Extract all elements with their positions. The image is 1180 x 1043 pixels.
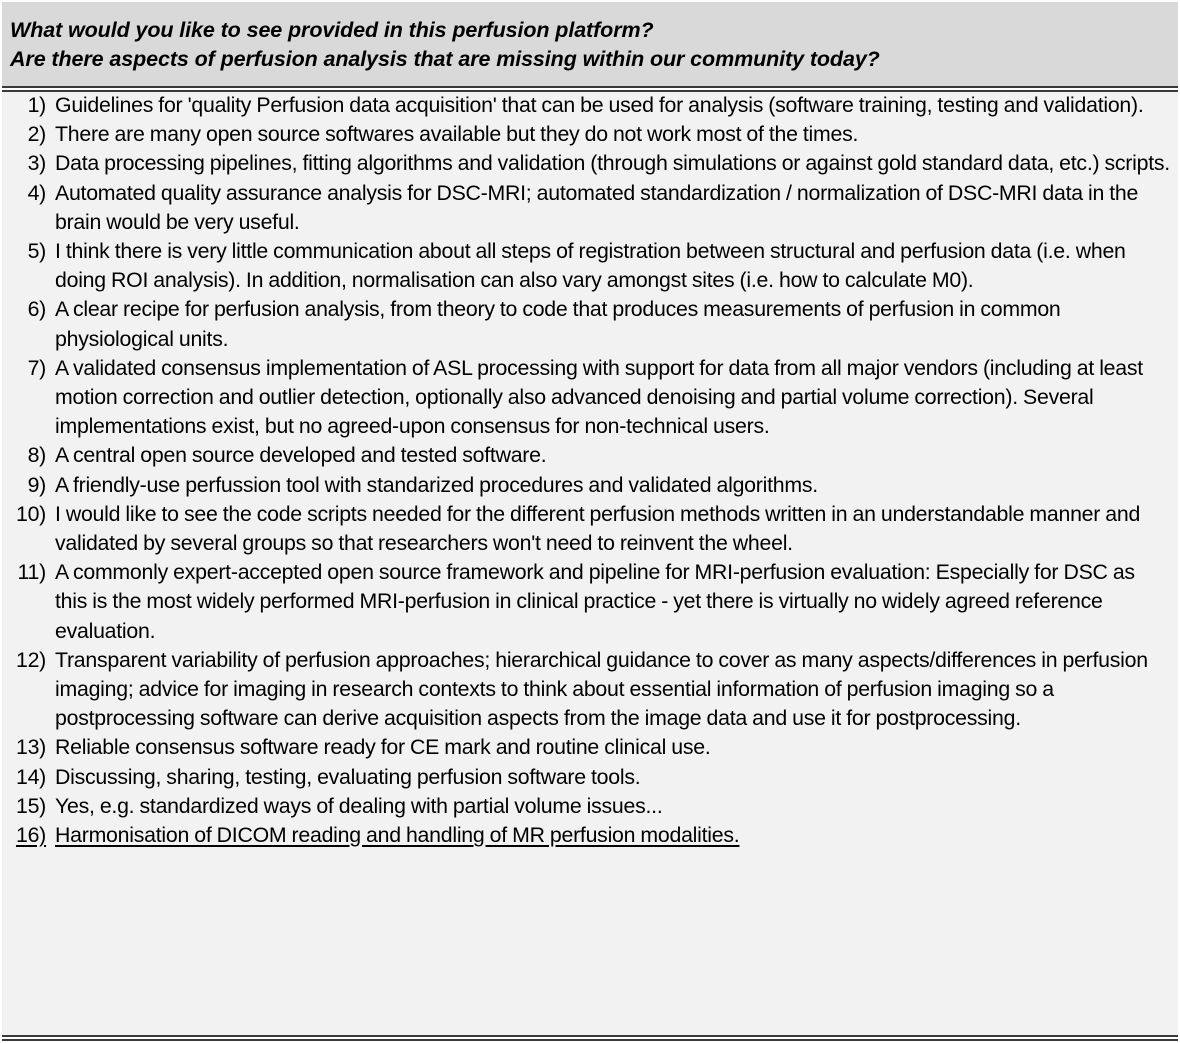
response-item xyxy=(0,237,1178,295)
header-question-1: What would you like to see provided in this perfusion platform? xyxy=(10,18,654,42)
response-item xyxy=(0,646,1178,734)
response-number: 2) xyxy=(27,122,46,147)
header-question-2: Are there aspects of perfusion analysis that are missing within our community today? xyxy=(10,47,880,71)
response-text: A central open source developed and tested software. xyxy=(55,443,547,468)
response-text: I think there is very little communication about all steps of registration between structural and perfusion data (i.e. when doing ROI analysis). In addition, normalisation can also vary amongst sites (i.e. how to calculate M0). xyxy=(55,239,1126,293)
response-item xyxy=(0,763,1178,792)
response-text: Transparent variability of perfusion approaches; hierarchical guidance to cover as many aspects/differences in perfusion imaging; advice for imaging in research contexts to think about essential information of perfusion imaging so a postprocessing software can derive acquisition aspects from the image data and use it for postprocessing. xyxy=(55,647,1148,731)
response-text: Data processing pipelines, fitting algorithms and validation (through simulations or against gold standard data, etc.) scripts. xyxy=(55,151,1170,176)
response-text: A validated consensus implementation of ASL processing with support for data from all major vendors (including at least motion correction and outlier detection, optionally also advanced denoising and partial volume correction). Several implementations exist, but no agreed-upon consensus for non-technical users. xyxy=(55,355,1143,439)
response-number: 13) xyxy=(15,735,46,760)
response-item xyxy=(0,179,1178,237)
footer-divider-top xyxy=(2,1035,1178,1037)
response-text: Guidelines for 'quality Perfusion data acquisition' that can be used for analysis (software training, testing and validation). xyxy=(55,93,1144,117)
response-number: 3) xyxy=(27,151,46,176)
response-number: 16) xyxy=(15,823,46,848)
response-item xyxy=(0,91,1178,120)
response-item xyxy=(0,792,1178,821)
response-text: Discussing, sharing, testing, evaluating perfusion software tools. xyxy=(55,764,641,789)
table-header xyxy=(2,2,1178,86)
response-number: 15) xyxy=(15,793,46,818)
response-item xyxy=(0,441,1178,470)
response-item xyxy=(0,354,1178,442)
response-number: 4) xyxy=(27,180,46,205)
response-number: 12) xyxy=(15,647,46,672)
response-text: Harmonisation of DICOM reading and handling of MR perfusion modalities. xyxy=(55,823,740,848)
response-number: 9) xyxy=(27,472,46,497)
response-text: There are many open source softwares available but they do not work most of the times. xyxy=(55,122,859,147)
response-number: 8) xyxy=(27,443,46,468)
response-item xyxy=(0,120,1178,149)
response-item xyxy=(0,500,1178,558)
footer-divider-bottom xyxy=(2,1039,1178,1041)
response-number: 1) xyxy=(27,93,46,117)
response-number: 6) xyxy=(27,297,46,322)
response-text: A clear recipe for perfusion analysis, from theory to code that produces measurements of perfusion in common physiological units. xyxy=(55,297,1061,351)
response-text: A friendly-use perfussion tool with standarized procedures and validated algorithms. xyxy=(55,472,818,497)
response-item xyxy=(0,733,1178,762)
response-number: 10) xyxy=(15,501,46,526)
response-number: 5) xyxy=(27,239,46,264)
response-text: A commonly expert-accepted open source framework and pipeline for MRI-perfusion evaluation: Especially for DSC as this is the most widely performed MRI-perfusion in clinical practice - yet there is virtually no widely agreed reference evaluation. xyxy=(55,560,1135,643)
response-text: I would like to see the code scripts needed for the different perfusion methods written in an understandable manner and validated by several groups so that researchers won't need to reinvent the wheel. xyxy=(55,501,1141,556)
response-item xyxy=(0,558,1178,646)
response-item xyxy=(0,295,1178,353)
response-number: 11) xyxy=(17,560,46,585)
response-text: Reliable consensus software ready for CE mark and routine clinical use. xyxy=(55,735,711,760)
response-list xyxy=(0,91,1178,850)
response-text: Yes, e.g. standardized ways of dealing with partial volume issues... xyxy=(55,793,663,818)
response-item xyxy=(0,471,1178,500)
response-number: 14) xyxy=(15,764,46,789)
response-item xyxy=(0,149,1178,178)
response-item xyxy=(0,821,1178,850)
response-text: Automated quality assurance analysis for DSC-MRI; automated standardization / normalization of DSC-MRI data in the brain would be very useful. xyxy=(55,180,1139,234)
header-divider-top xyxy=(2,86,1178,88)
response-number: 7) xyxy=(27,355,46,380)
